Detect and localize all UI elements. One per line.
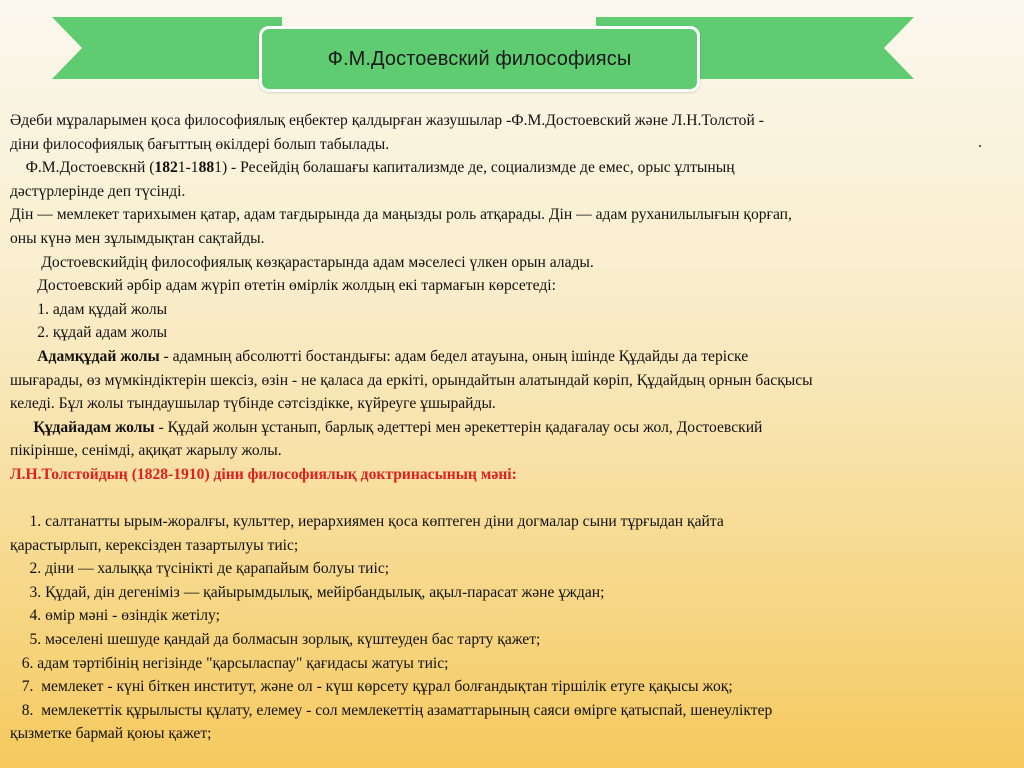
text-line: 2. құдай адам жолы xyxy=(10,324,168,342)
text-line: Достоевскийдің философиялық көзқарастарында адам мәселесі үлкен орын алады. xyxy=(10,253,594,271)
text-line: 1. адам құдай жолы xyxy=(10,300,168,318)
list-item: 2. діни — халыққа түсінікті де қарапайым болуы тиіс; xyxy=(10,560,390,578)
text-line xyxy=(10,345,1014,369)
list-item: 8. мемлекеттік құрылысты құлату, елемеу - сол мемлекеттің азаматтарының саяси өмірге қатыспай, шенеуліктер xyxy=(10,701,773,719)
bold-term: Құдайадам жолы xyxy=(33,418,155,436)
list-item: 4. өмір мәні - өзіндік жетілу; xyxy=(10,607,220,625)
blank-line xyxy=(10,487,1014,511)
ribbon-left xyxy=(52,17,282,79)
text-span: 1-1 xyxy=(177,159,199,177)
list-item: 5. мәселені шешуде қандай да болмасын зорлық, күштеуден бас тарту қажет; xyxy=(10,631,541,649)
page-title: Ф.М.Достоевский философиясы xyxy=(327,47,632,70)
text-line xyxy=(10,416,1014,440)
text-line: Дін — мемлекет тарихымен қатар, адам тағдырында да маңызды роль атқарады. Дін — адам руханилылығын қорғап, xyxy=(10,206,792,224)
bold-span: 182 xyxy=(154,159,178,177)
section-heading: Л.Н.Толстойдың (1828-1910) діни философиялық доктринасының мәні: xyxy=(10,465,517,483)
bold-term: Адамқұдай жолы xyxy=(37,347,160,365)
main-text xyxy=(10,109,1014,746)
text-line: пікірінше, сенімді, ақиқат жарылу жолы. xyxy=(10,442,282,460)
text-line: оны күнә мен зұлымдықтан сақтайды. xyxy=(10,229,265,247)
text-line: дәстүрлерінде деп түсінді. xyxy=(10,182,186,200)
text-line: шығарады, өз мүмкіндіктерін шексіз, өзін - не қаласа да еркіті, орындайтын алатындай көріп, Құдайдың орнын басқысы xyxy=(10,371,813,389)
text-line: діни философиялық бағыттың өкілдері болып табылады. xyxy=(10,135,390,153)
text-span: - адамның абсолютті бостандығы: адам бедел атауына, оның ішінде Құдайды да теріске xyxy=(159,347,749,365)
title-banner xyxy=(259,26,700,92)
list-item: 7. мемлекет - күні біткен институт, және ол - күш көрсету құрал болғандықтан тіршілік етуге қақысы жоқ; xyxy=(10,678,733,696)
text-line: Достоевский әрбір адам жүріп өтетін өмірлік жолдың екі тармағын көрсетеді: xyxy=(10,277,556,295)
list-item: 6. адам тәртібінің негізінде "қарсыласпау" қағидасы жатуы тиіс; xyxy=(10,654,449,672)
text-line xyxy=(10,156,1014,180)
text-line: Әдеби мұраларымен қоса философиялық еңбектер қалдырған жазушылар -Ф.М.Достоевский және Л.Н.Толстой - xyxy=(10,112,764,129)
list-item: қарастырлып, керексізден тазартылуы тиіс; xyxy=(10,536,299,554)
bold-span: 88 xyxy=(198,159,215,177)
text-span: - Құдай жолын ұстанып, барлық әдеттері мен әрекеттерін қадағалау осы жол, Достоевский xyxy=(154,418,763,436)
text-span: 1) - Ресейдің болашағы капитализмде де, социализмде де емес, орыс ұлтының xyxy=(214,159,735,177)
list-item: қызметке бармай қоюы қажет; xyxy=(10,725,212,743)
text-span: Ф.М.Достоевскнй ( xyxy=(10,159,155,177)
text-line: келеді. Бұл жолы тындаушылар түбінде сәтсіздікке, күйреуге ұшырайды. xyxy=(10,395,496,413)
list-item: 1. салтанатты ырым-жоралғы, культтер, иерархиямен қоса көптеген діни догмалар сыни тұрғыдан қайта xyxy=(10,513,724,531)
stray-dot: . xyxy=(978,134,982,151)
list-item: 3. Құдай, дін дегеніміз — қайырымдылық, мейірбандылық, ақыл-парасат және ұждан; xyxy=(10,583,605,601)
